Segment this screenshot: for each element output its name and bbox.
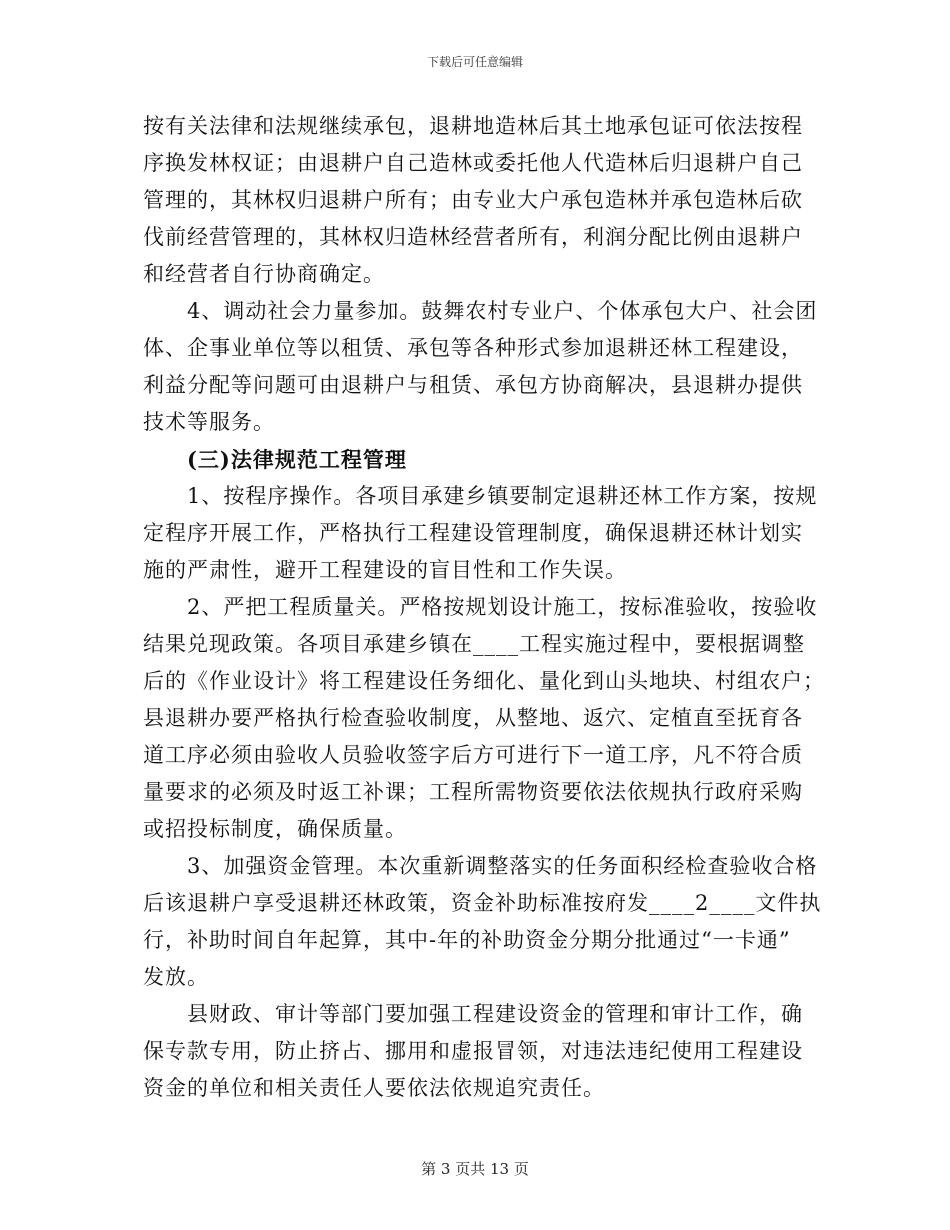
text-line: 利益分配等问题可由退耕户与租赁、承包方协商解决，县退耕办提供 bbox=[143, 373, 803, 397]
document-body bbox=[143, 108, 825, 1107]
text-line: 或招投标制度，确保质量。 bbox=[143, 817, 407, 841]
text-line: 按有关法律和法规继续承包，退耕地造林后其土地承包证可依法按程 bbox=[143, 114, 803, 138]
text-line: 伐前经营管理的，其林权归造林经营者所有，利润分配比例由退耕户 bbox=[143, 225, 803, 249]
text-line: 后的《作业设计》将工程建设任务细化、量化到山头地块、村组农户； bbox=[143, 669, 825, 693]
text-line: 2、严把工程质量关。严格按规划设计施工，按标准验收，按验收 bbox=[143, 595, 818, 619]
text-line: 4、调动社会力量参加。鼓舞农村专业户、个体承包大户、社会团 bbox=[143, 299, 818, 323]
page-footer: 第 3 页共 13 页 bbox=[421, 1160, 529, 1178]
text-line: 道工序必须由验收人员验收签字后方可进行下一道工序，凡不符合质 bbox=[143, 743, 803, 767]
text-line: 量要求的必须及时返工补课；工程所需物资要依法依规执行政府采购 bbox=[143, 780, 803, 804]
text-line: 县退耕办要严格执行检查验收制度，从整地、返穴、定植直至抚育各 bbox=[143, 706, 803, 730]
text-line: 发放。 bbox=[143, 965, 209, 989]
section-heading: (三)法律规范工程管理 bbox=[143, 447, 407, 472]
text-line: 定程序开展工作，严格执行工程建设管理制度，确保退耕还林计划实 bbox=[143, 521, 803, 545]
text-line: 县财政、审计等部门要加强工程建设资金的管理和审计工作，确 bbox=[143, 1002, 803, 1026]
text-line: 1、按程序操作。各项目承建乡镇要制定退耕还林工作方案，按规 bbox=[143, 484, 818, 508]
text-line: 序换发林权证；由退耕户自己造林或委托他人代造林后归退耕户自己 bbox=[143, 151, 803, 175]
text-line: 施的严肃性，避开工程建设的盲目性和工作失误。 bbox=[143, 558, 627, 582]
text-line: 3、加强资金管理。本次重新调整落实的任务面积经检查验收合格 bbox=[143, 854, 818, 878]
text-line: 体、企事业单位等以租赁、承包等各种形式参加退耕还林工程建设， bbox=[143, 336, 803, 360]
text-line: 资金的单位和相关责任人要依法依规追究责任。 bbox=[143, 1076, 605, 1100]
text-line: 和经营者自行协商确定。 bbox=[143, 262, 385, 286]
text-line: 结果兑现政策。各项目承建乡镇在____工程实施过程中，要根据调整 bbox=[143, 632, 805, 656]
text-line: 行，补助时间自年起算，其中-年的补助资金分期分批通过“一卡通” bbox=[143, 928, 791, 952]
text-line: 保专款专用，防止挤占、挪用和虚报冒领，对违法违纪使用工程建设 bbox=[143, 1039, 803, 1063]
text-line: 管理的，其林权归退耕户所有；由专业大户承包造林并承包造林后砍 bbox=[143, 188, 803, 212]
text-line: 技术等服务。 bbox=[143, 410, 275, 434]
page-header: 下载后可任意编辑 bbox=[426, 55, 523, 69]
text-line: 后该退耕户享受退耕还林政策，资金补助标准按府发____2____文件执 bbox=[143, 891, 822, 915]
